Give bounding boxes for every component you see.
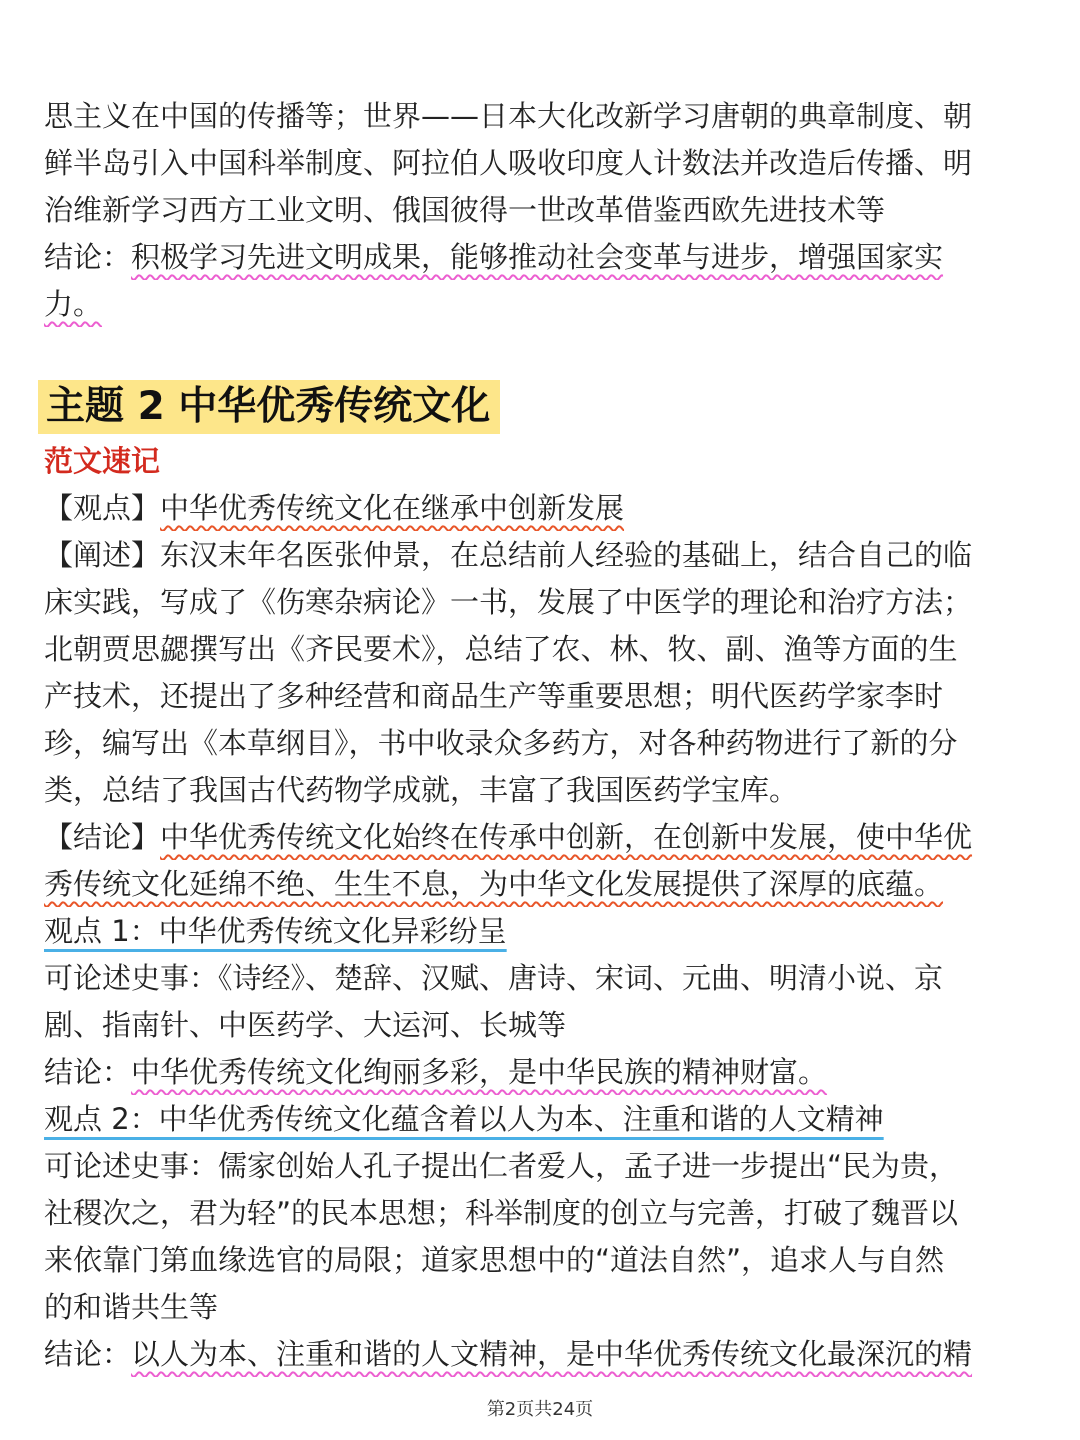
elaboration-line (44, 532, 1044, 578)
point1-title-text: 观点 1：中华优秀传统文化异彩纷呈 (44, 914, 507, 948)
conclusion-label: 结论： (44, 1055, 132, 1089)
point1-facts: 可论述史事：《诗经》、楚辞、汉赋、唐诗、宋词、元曲、明清小说、京 (44, 961, 944, 995)
intro-conclusion-cont (44, 281, 1044, 327)
conclusion-text: 力。 (44, 287, 103, 321)
conclusion-label: 结论： (44, 1337, 132, 1371)
elaboration-line: 类，总结了我国古代药物学成就，丰富了我国医药学宝库。 (44, 773, 799, 807)
intro-line: 思主义在中国的传播等；世界——日本大化改新学习唐朝的典章制度、朝 (44, 99, 973, 133)
point2-facts: 的和谐共生等 (44, 1290, 219, 1324)
model-conclusion-line (44, 814, 1044, 860)
viewpoint-text: 中华优秀传统文化在继承中创新发展 (160, 491, 625, 525)
model-conclusion-text: 中华优秀传统文化始终在传承中创新，在创新中发展，使中华优 (160, 820, 973, 854)
point2-facts: 可论述史事：儒家创始人孔子提出仁者爱人，孟子进一步提出“民为贵， (44, 1149, 959, 1183)
intro-line: 治维新学习西方工业文明、俄国彼得一世改革借鉴西欧先进技术等 (44, 193, 886, 227)
page-number: 第2页共24页 (486, 1399, 594, 1420)
theme-heading: 主题 2 中华优秀传统文化 (38, 380, 500, 434)
intro-conclusion (44, 234, 1044, 280)
model-essay-title: 范文速记 (44, 444, 161, 478)
intro-line: 鲜半岛引入中国科举制度、阿拉伯人吸收印度人计数法并改造后传播、明 (44, 146, 973, 180)
point2-title-text: 观点 2：中华优秀传统文化蕴含着以人为本、注重和谐的人文精神 (44, 1102, 884, 1136)
model-conclusion-text: 秀传统文化延绵不绝、生生不息，为中华文化发展提供了深厚的底蕴。 (44, 867, 944, 901)
model-conclusion-label: 【结论】 (44, 820, 161, 854)
conclusion-text: 中华优秀传统文化绚丽多彩，是中华民族的精神财富。 (131, 1055, 828, 1089)
point2-facts: 来依靠门第血缘选官的局限；道家思想中的“道法自然”，追求人与自然 (44, 1243, 945, 1277)
point1-title (44, 908, 1044, 954)
model-conclusion-line (44, 861, 1044, 907)
conclusion-label: 结论： (44, 240, 132, 274)
elaboration-line: 北朝贾思勰撰写出《齐民要术》，总结了农、林、牧、副、渔等方面的生 (44, 632, 958, 666)
point1-conclusion (44, 1049, 1044, 1095)
elaboration-text: 东汉末年名医张仲景，在总结前人经验的基础上，结合自己的临 (160, 538, 973, 572)
conclusion-text: 以人为本、注重和谐的人文精神，是中华优秀传统文化最深沉的精 (131, 1337, 973, 1371)
viewpoint-line (44, 485, 1044, 531)
point1-facts: 剧、指南针、中医药学、大运河、长城等 (44, 1008, 567, 1042)
conclusion-text: 积极学习先进文明成果，能够推动社会变革与进步，增强国家实 (131, 240, 944, 274)
elaboration-label: 【阐述】 (44, 538, 161, 572)
elaboration-line: 产技术，还提出了多种经营和商品生产等重要思想；明代医药学家李时 (44, 679, 944, 713)
point2-conclusion (44, 1331, 1044, 1377)
viewpoint-label: 【观点】 (44, 491, 161, 525)
point2-title (44, 1096, 1044, 1142)
point2-facts: 社稷次之，君为轻”的民本思想；科举制度的创立与完善，打破了魏晋以 (44, 1196, 959, 1230)
elaboration-line: 床实践，写成了《伤寒杂病论》一书，发展了中医学的理论和治疗方法； (44, 585, 973, 619)
elaboration-line: 珍，编写出《本草纲目》，书中收录众多药方，对各种药物进行了新的分 (44, 726, 958, 760)
